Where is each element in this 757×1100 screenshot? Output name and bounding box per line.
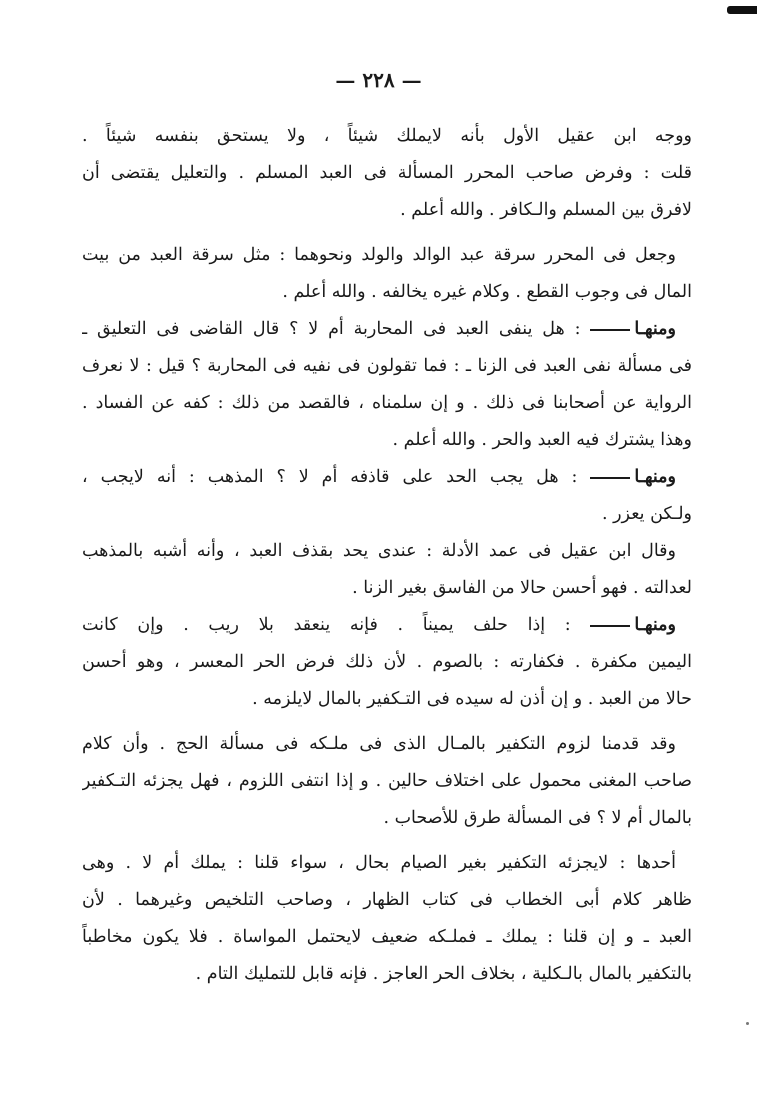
- text-line-18: صاحب المغنى محمول على اختلاف حالين . و إذا انتفى اللزوم ، فهل يجزئه التـكفير: [82, 771, 692, 791]
- text-line-23: بالتكفير بالمال بالـكلية ، بخلاف الحر العاجز . فإنه قابل للتمليك التام .: [195, 964, 692, 984]
- text-line-17: وقد قدمنا لزوم التكفير بالمـال الذى فى ملـكه فى مسألة الحج . وأن كلام: [82, 734, 676, 754]
- scan-corner-mark: [727, 6, 757, 14]
- text-line-1: ووجه ابن عقيل الأول بأنه لايملك شيئاً ، ولا يستحق بنفسه شيئاً .: [82, 126, 692, 146]
- text-line-21: ظاهر كلام أبى الخطاب فى كتاب الظهار ، وصاحب التلخيص وغيرهما . لأن: [82, 890, 692, 910]
- page-number: — ٢٢٨ —: [335, 68, 422, 92]
- text-line-3: لافرق بين المسلم والـكافر . والله أعلم .: [400, 200, 692, 220]
- text-line-2: قلت : وفرض صاحب المحرر المسألة فى العبد المسلم . والتعليل يقتضى أن: [82, 163, 692, 183]
- section-start-banishment: ومنهـا : هل ينفى العبد فى المحاربة أم لا ؟ قال القاضى فى التعليق ـ: [82, 319, 676, 339]
- text-line-16: حالا من العبد . و إن أذن له سيده فى التـكفير بالمال لايلزمه .: [252, 689, 692, 709]
- page-body: [82, 118, 692, 993]
- text-line-19: بالمال أم لا ؟ فى المسألة طرق للأصحاب .: [383, 808, 692, 828]
- text-line-12: وقال ابن عقيل فى عمد الأدلة : عندى يحد بقذف العبد ، وأنه أشبه بالمذهب: [82, 541, 676, 561]
- text-line-15: اليمين مكفرة . فكفارته : بالصوم . لأن ذلك فرض الحر المعسر ، وهو أحسن: [82, 652, 692, 672]
- text-line-5: المال فى وجوب القطع . وكلام غيره يخالفه . والله أعلم .: [282, 282, 692, 302]
- text-line-8: الرواية عن أصحابنا فى ذلك . و إن سلمناه ، فالقصد من ذلك : كفه عن الفساد .: [82, 393, 692, 413]
- section-label: ومنهـا: [590, 319, 676, 339]
- text-line-9: وهذا يشترك فيه العبد والحر . والله أعلم .: [392, 430, 692, 450]
- text-line-22: العبد ـ و إن قلنا : يملك ـ فملـكه ضعيف لايحتمل المواساة . فلا يكون مخاطباً: [82, 927, 692, 947]
- text-line-20: أحدها : لايجزئه التكفير بغير الصيام بحال ، سواء قلنا : يملك أم لا . وهى: [82, 853, 676, 873]
- section-start-slander: ومنهـا : هل يجب الحد على قاذفه أم لا ؟ المذهب : أنه لايجب ،: [82, 467, 676, 487]
- section-label: ومنهـا: [590, 615, 676, 635]
- text-line-7: فى مسألة نفى العبد فى الزنا ـ : فما تقولون فى نفيه فى المحاربة ؟ قيل : لا نعرف: [82, 356, 692, 376]
- section-label: ومنهـا: [590, 467, 676, 487]
- text-line-11: ولـكن يعزر .: [601, 504, 692, 524]
- section-start-oath: ومنهـا : إذا حلف يميناً . فإنه ينعقد بلا ريب . وإن كانت: [82, 615, 676, 635]
- text-line-13: لعدالته . فهو أحسن حالا من الفاسق بغير الزنا .: [352, 578, 692, 598]
- text-line-4: وجعل فى المحرر سرقة عبد الوالد والولد ونحوهما : مثل سرقة العبد من بيت: [82, 245, 676, 265]
- scan-speck: [746, 1022, 749, 1025]
